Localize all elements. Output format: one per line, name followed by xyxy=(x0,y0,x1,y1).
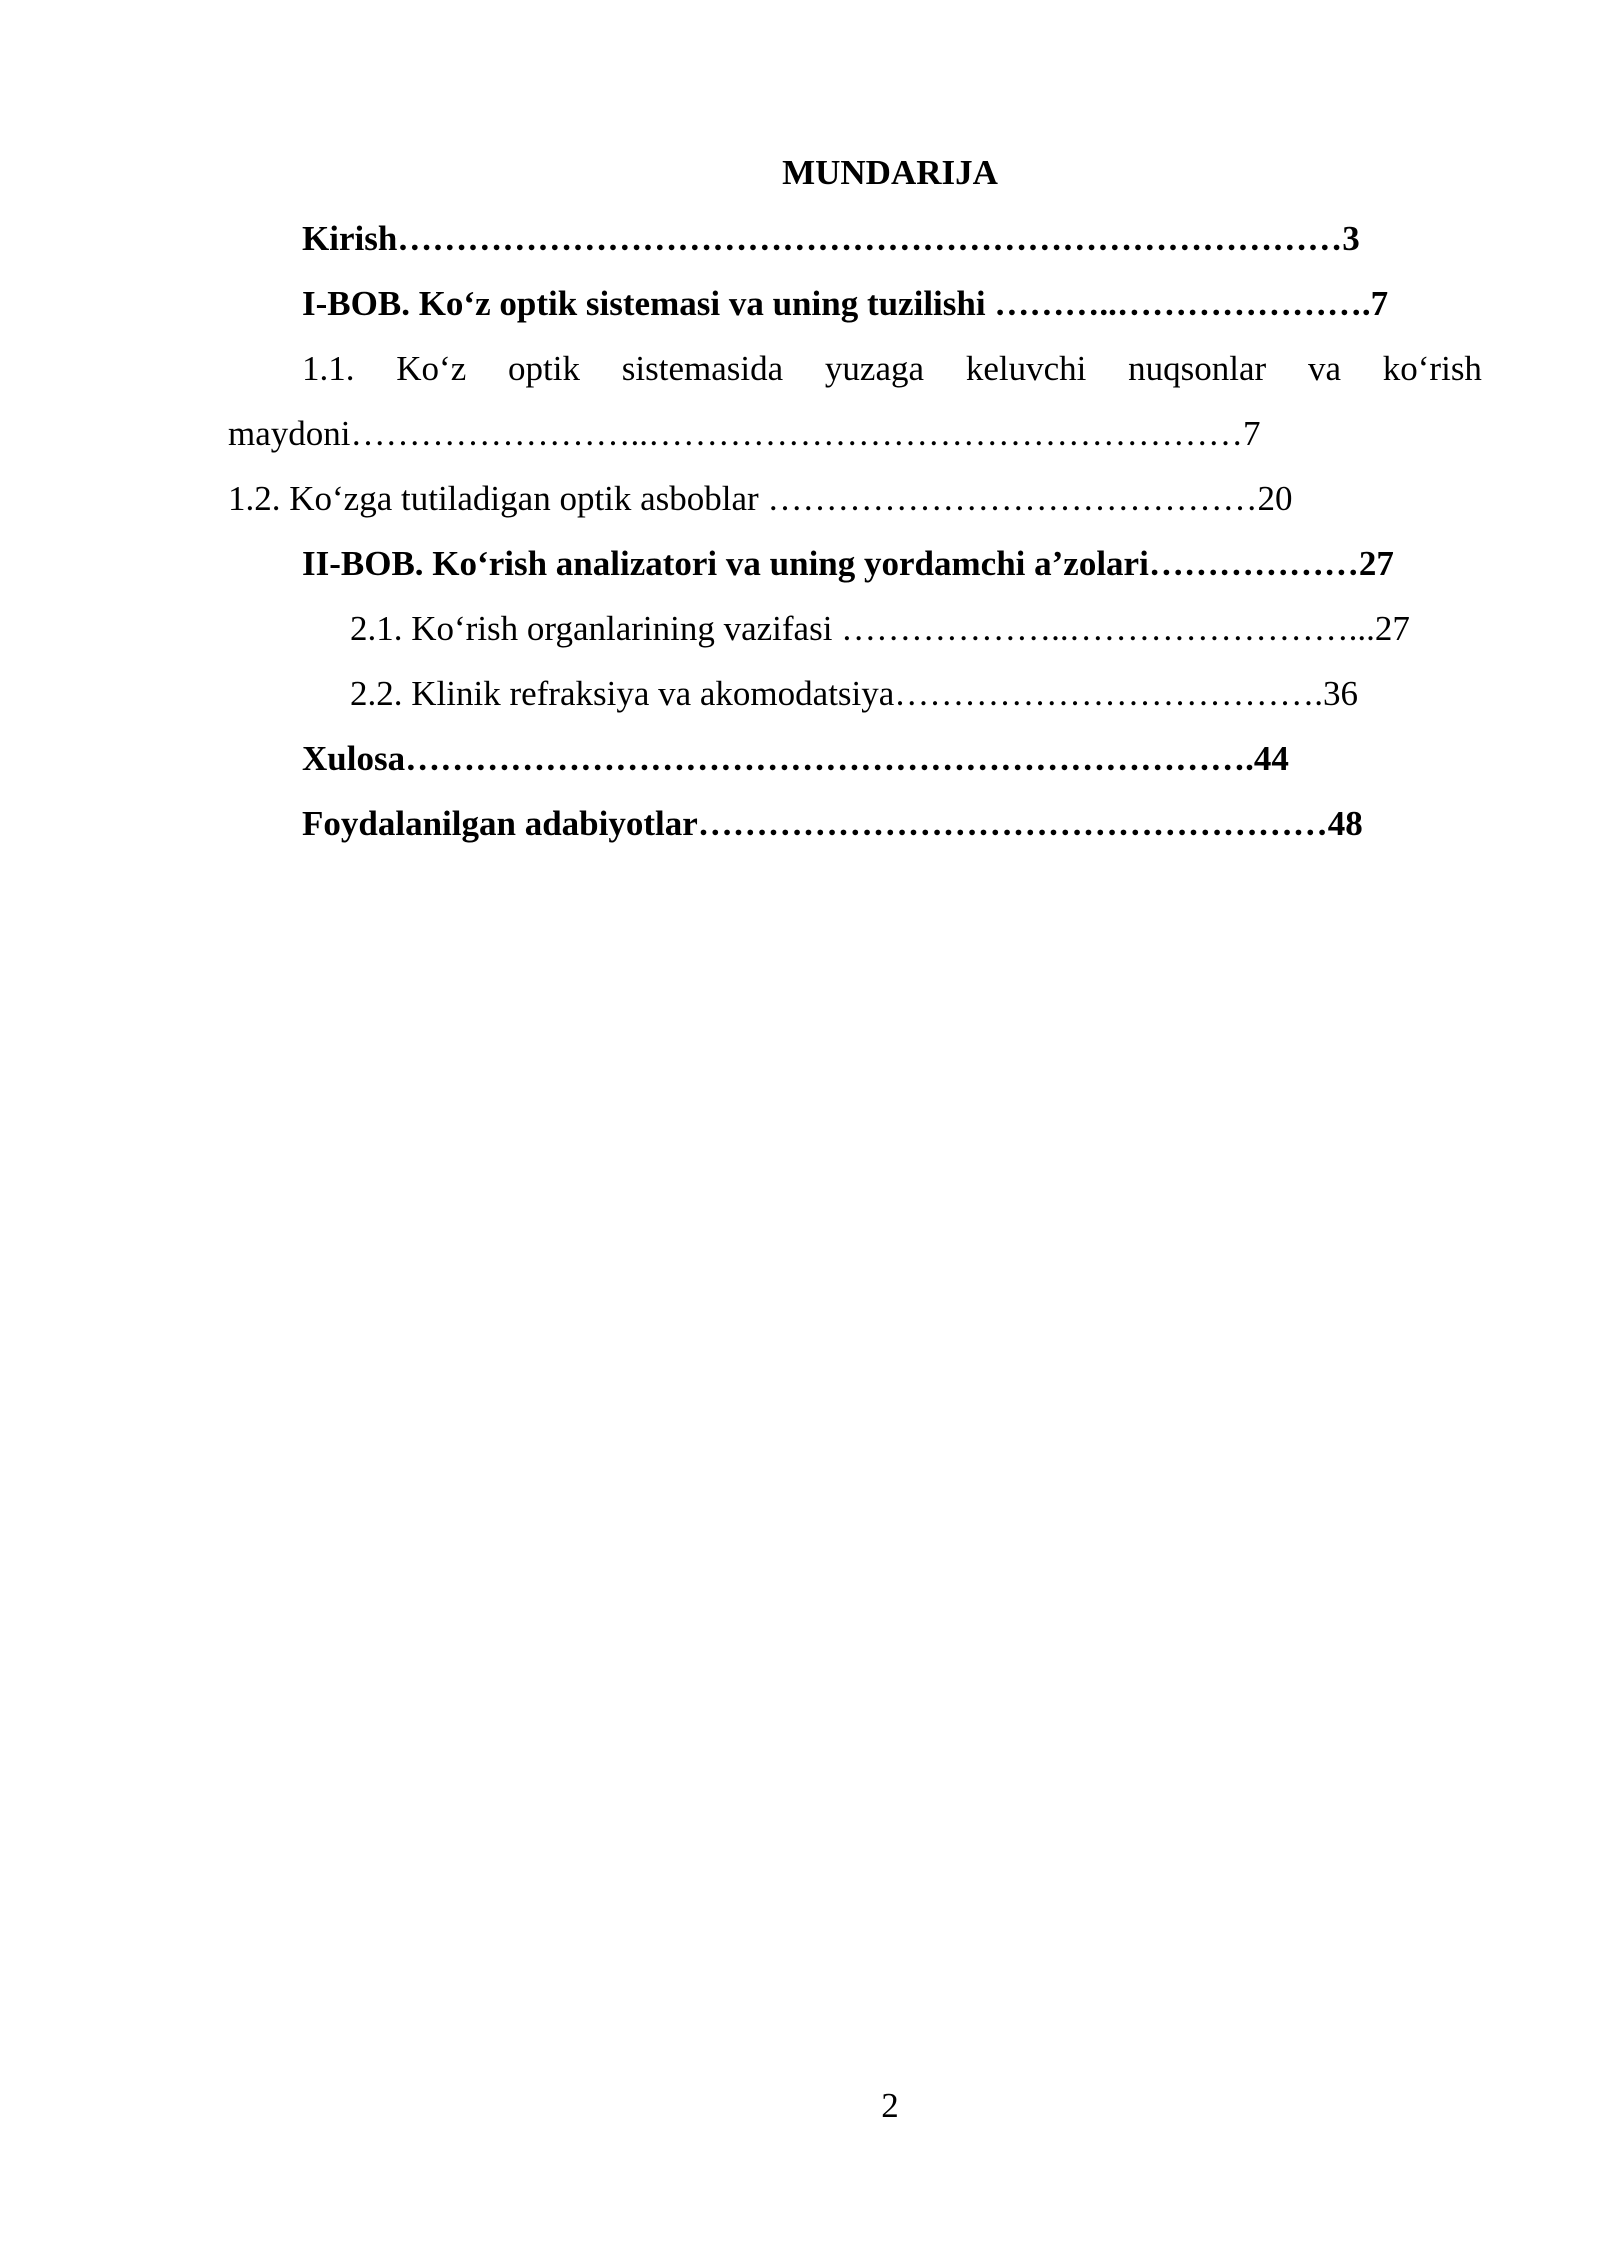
toc-entry-2-2: 2.2. Klinik refraksiya va akomodatsiya……………………………….36 xyxy=(350,674,1359,713)
toc-word: Ko‘z xyxy=(396,349,467,388)
toc-word: optik xyxy=(508,349,580,388)
toc-title: MUNDARIJA xyxy=(782,153,998,192)
toc-entry-chapter-2: II-BOB. Ko‘rish analizatori va uning yordamchi a’zolari………………27 xyxy=(302,544,1394,583)
toc-entry-chapter-1: I-BOB. Ko‘z optik sistemasi va uning tuzilishi ………..………………….7 xyxy=(302,284,1389,323)
toc-entry-1-1-line-1 xyxy=(302,348,1482,390)
toc-entry-1-1-line-2: maydoni……………………..……………………………………………7 xyxy=(228,414,1261,453)
toc-word: 1.1. xyxy=(302,349,355,388)
toc-entry-xulosa: Xulosa……………………………………………………………….44 xyxy=(302,739,1289,778)
toc-entry-kirish: Kirish………………………………………………………………………3 xyxy=(302,219,1360,258)
toc-entry-references: Foydalanilgan adabiyotlar………………………………………………48 xyxy=(302,804,1363,843)
toc-entry-1-2: 1.2. Ko‘zga tutiladigan optik asboblar ……………………………………20 xyxy=(228,479,1293,518)
toc-word: sistemasida xyxy=(621,349,784,388)
toc-word: yuzaga xyxy=(824,349,925,388)
toc-word: nuqsonlar xyxy=(1128,349,1267,388)
page-number: 2 xyxy=(881,2086,899,2125)
toc-word: ko‘rish xyxy=(1382,349,1482,388)
toc-word: keluvchi xyxy=(965,349,1087,388)
toc-entry-2-1: 2.1. Ko‘rish organlarining vazifasi ………………..……………………...27 xyxy=(350,609,1410,648)
toc-word: va xyxy=(1307,349,1341,388)
